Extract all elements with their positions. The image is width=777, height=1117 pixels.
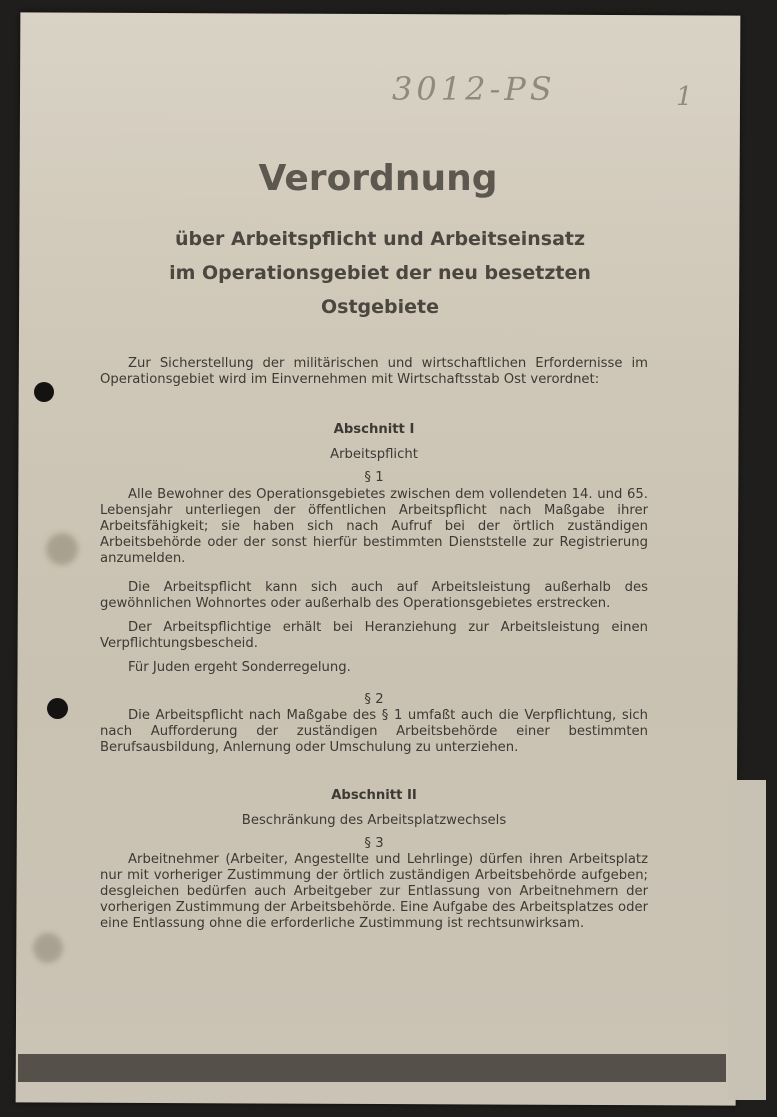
- punch-hole-1: [34, 382, 54, 402]
- paragraph-1-label: § 1: [364, 470, 384, 485]
- paragraph-3-text: Arbeitnehmer (Arbeiter, Angestellte und Lehrlinge) dürfen ihren Arbeitsplatz nur mit vorheriger Zustimmung der örtlich zuständigen Arbeitsbehörde aufgeben; desgleichen bedürfen auch Arbeitgeber zur Entlassung von Arbeitnehmern der vorherigen Zustimmung der Arbeitsbehörde. Eine Aufgabe des Arbeitsplatzes oder eine Entlassung ohne die erforderliche Zustimmung ist rechtsunwirksam.: [100, 852, 648, 931]
- punch-hole-2: [47, 698, 68, 719]
- punch-hole-stain-2: [33, 933, 63, 963]
- paragraph-1-text-2: Die Arbeitspflicht kann sich auch auf Arbeitsleistung außerhalb des gewöhnlichen Wohnortes oder außerhalb des Operationsgebietes erstrecken.: [100, 580, 648, 611]
- paragraph-3-label: § 3: [364, 836, 384, 851]
- section-1-heading: Abschnitt I: [333, 422, 415, 437]
- subtitle-line-2: im Operationsgebiet der neu besetzten: [169, 262, 591, 284]
- paragraph-2-label: § 2: [364, 692, 384, 707]
- subtitle-line-1: über Arbeitspflicht und Arbeitseinsatz: [174, 228, 586, 250]
- paper-strip: [728, 780, 766, 1100]
- section-2-title: Beschränkung des Arbeitsplatzwechsels: [241, 813, 507, 828]
- preamble: Zur Sicherstellung der militärischen und wirtschaftlichen Erfordernisse im Operationsgebiet wird im Einvernehmen mit Wirtschaftsstab Ost verordnet:: [100, 356, 648, 387]
- paragraph-2-text: Die Arbeitspflicht nach Maßgabe des § 1 umfaßt auch die Verpflichtung, sich nach Aufforderung der zuständigen Arbeitsbehörde einer bestimmten Berufsausbildung, Anlernung oder Umschulung zu unterziehen.: [100, 708, 648, 755]
- subtitle-line-3: Ostgebiete: [321, 296, 439, 318]
- bottom-border: [18, 1054, 726, 1082]
- punch-hole-stain-1: [46, 533, 78, 565]
- paragraph-1-text-3: Der Arbeitspflichtige erhält bei Heranziehung zur Arbeitsleistung einen Verpflichtungsbescheid.: [100, 620, 648, 651]
- document-title: Verordnung: [258, 158, 498, 199]
- section-2-heading: Abschnitt II: [331, 788, 417, 803]
- page-number-mark: 1: [676, 82, 693, 112]
- paragraph-1-text-1: Alle Bewohner des Operationsgebietes zwischen dem vollendeten 14. und 65. Lebensjahr unterliegen der öffentlichen Arbeitspflicht nach Maßgabe ihrer Arbeitsfähigkeit; sie haben sich nach Aufruf bei der örtlich zuständigen Arbeitsbehörde oder der sonst hierfür bestimmten Dienststelle zur Registrierung anzumelden.: [100, 487, 648, 566]
- paragraph-1-text-4: Für Juden ergeht Sonderregelung.: [128, 660, 351, 675]
- archive-annotation: 3012-PS: [392, 70, 556, 108]
- section-1-title: Arbeitspflicht: [330, 447, 418, 462]
